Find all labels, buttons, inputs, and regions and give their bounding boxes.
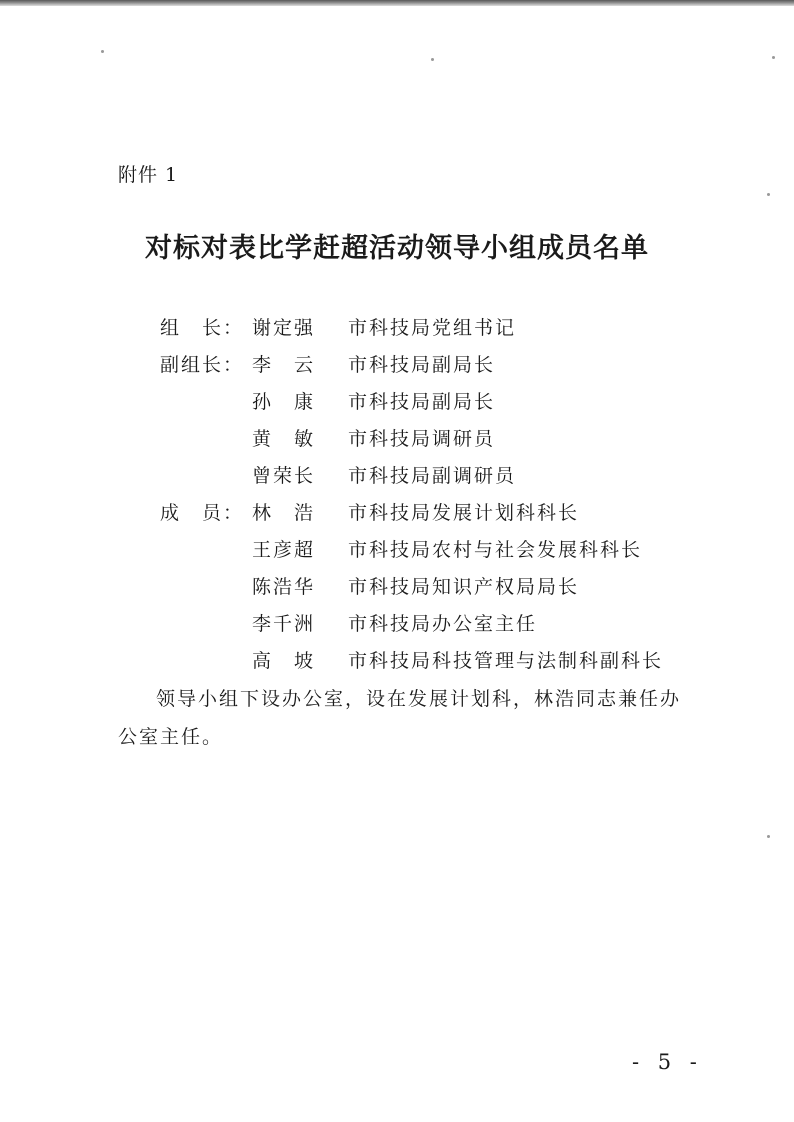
office-note: 领导小组下设办公室，设在发展计划科，林浩同志兼任办公室主任。 (118, 688, 682, 748)
member-row (0, 569, 794, 606)
scan-speck (431, 58, 434, 61)
member-name: 孙 康 (252, 391, 316, 413)
member-position: 市科技局科技管理与法制科副科长 (348, 650, 664, 672)
member-role: 成 员： (160, 502, 245, 524)
member-position: 市科技局副调研员 (348, 465, 517, 487)
member-name: 林 浩 (252, 502, 316, 524)
member-name: 王彦超 (252, 539, 316, 561)
member-row (0, 532, 794, 569)
member-name: 李 云 (252, 354, 316, 376)
member-name: 高 坡 (252, 650, 316, 672)
page-number: - 5 - (632, 1050, 703, 1074)
scan-edge (0, 0, 794, 6)
member-role: 副组长： (160, 354, 245, 376)
scan-speck (767, 835, 770, 838)
member-name: 黄 敏 (252, 428, 316, 450)
member-row (0, 421, 794, 458)
member-row (0, 310, 794, 347)
document-title: 对标对表比学赶超活动领导小组成员名单 (145, 233, 649, 264)
member-list (0, 310, 794, 680)
member-row (0, 606, 794, 643)
scan-speck (772, 56, 775, 59)
scan-speck (101, 50, 104, 53)
member-name: 曾荣长 (252, 465, 316, 487)
member-name: 李千洲 (252, 613, 316, 635)
member-position: 市科技局党组书记 (348, 317, 517, 339)
member-role: 组 长： (160, 317, 245, 339)
member-position: 市科技局副局长 (348, 391, 496, 413)
member-position: 市科技局调研员 (348, 428, 496, 450)
member-position: 市科技局农村与社会发展科科长 (348, 539, 643, 561)
member-row (0, 458, 794, 495)
member-position: 市科技局知识产权局局长 (348, 576, 580, 598)
member-position: 市科技局发展计划科科长 (348, 502, 580, 524)
member-position: 市科技局副局长 (348, 354, 496, 376)
member-row (0, 495, 794, 532)
scan-speck (767, 193, 770, 196)
member-position: 市科技局办公室主任 (348, 613, 538, 635)
attachment-label: 附件 1 (118, 164, 179, 186)
member-row (0, 347, 794, 384)
member-row (0, 384, 794, 421)
member-row (0, 643, 794, 680)
member-name: 陈浩华 (252, 576, 316, 598)
member-name: 谢定强 (252, 317, 316, 339)
